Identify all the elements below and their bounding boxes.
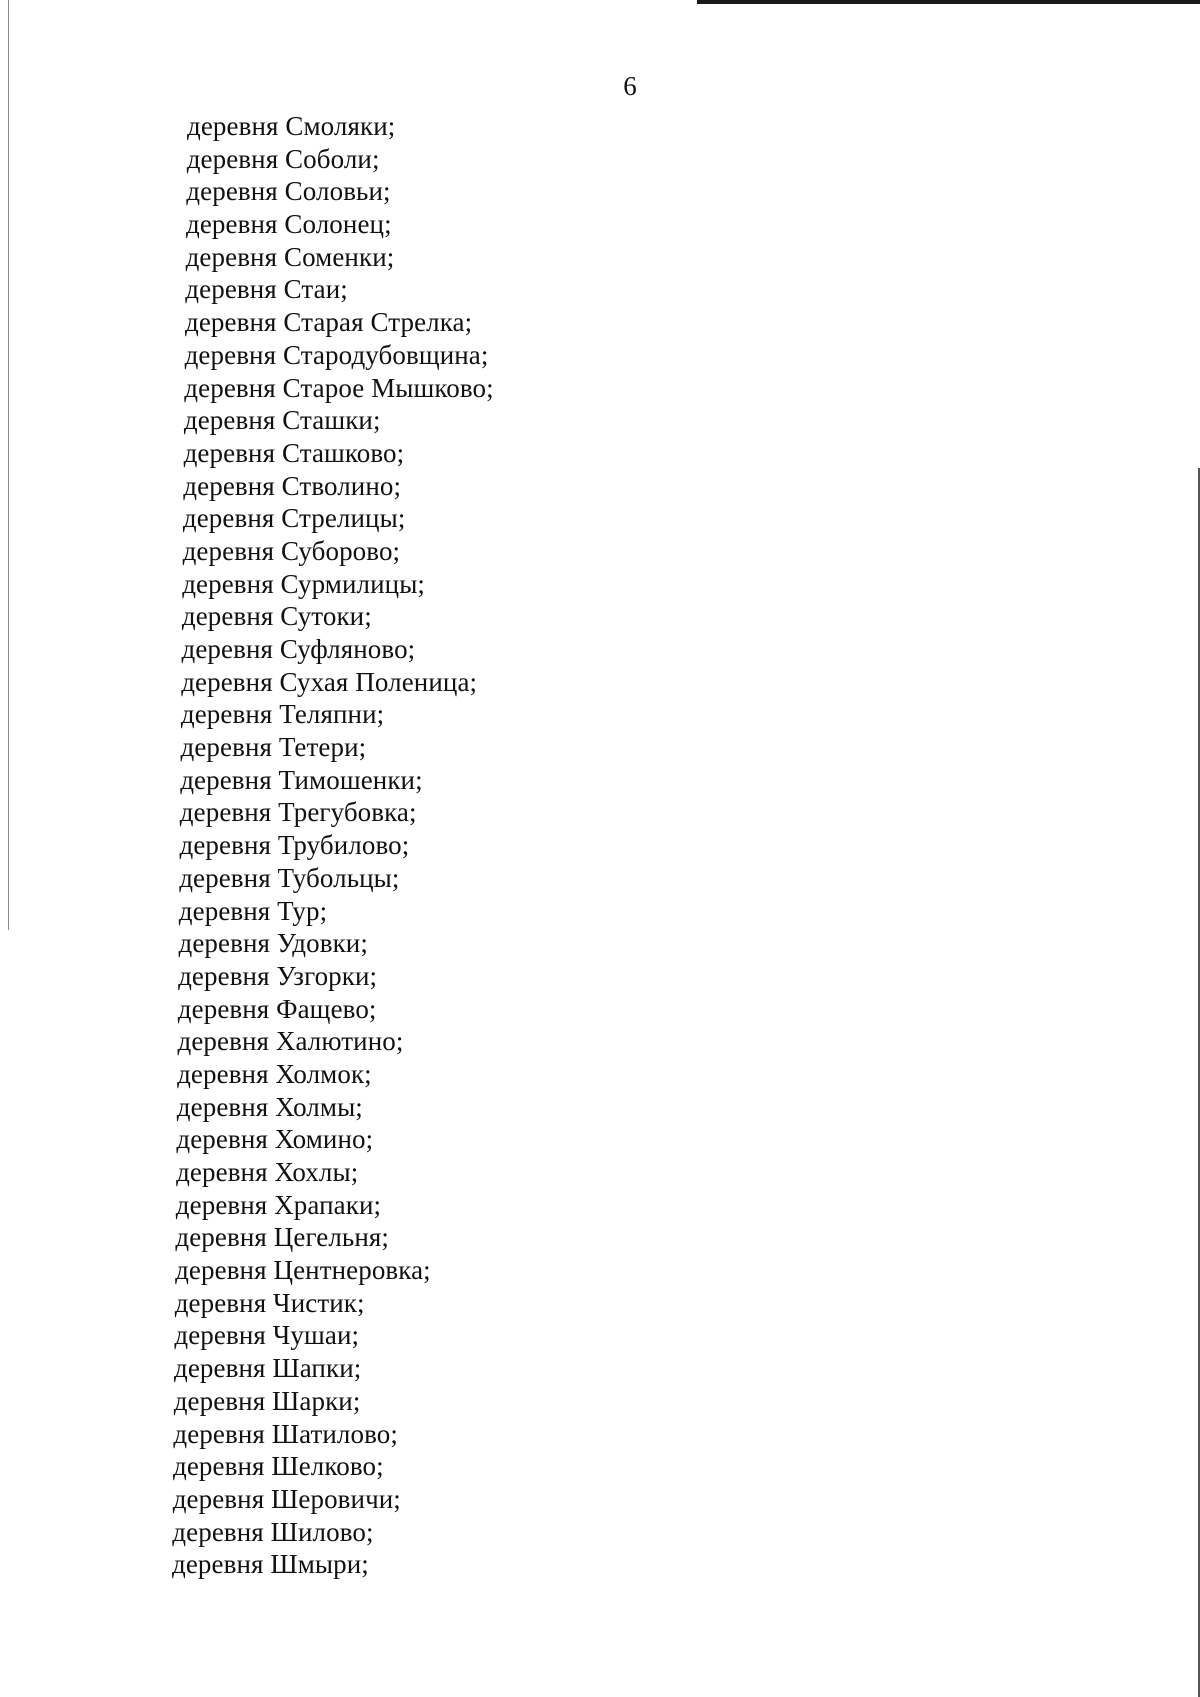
list-item: деревня Тур; [178,895,328,926]
list-item: деревня Шапки; [174,1353,362,1384]
list-item: деревня Фащево; [177,993,377,1024]
list-item: деревня Цегельня; [175,1222,390,1253]
list-item: деревня Тетери; [180,732,367,763]
list-item: деревня Стрелицы; [182,503,406,534]
list-item: деревня Шмыри; [172,1549,369,1580]
list-item: деревня Шеровичи; [172,1483,401,1514]
list-item: деревня Храпаки; [175,1189,382,1220]
list-item: деревня Трегубовка; [179,797,417,828]
page-number: 6 [623,71,637,101]
list-item: деревня Шатилово; [173,1418,398,1449]
list-item: деревня Старое Мышково; [184,372,494,403]
list-item: деревня Тубольцы; [179,862,400,893]
list-item: деревня Стародубовщина; [184,339,489,370]
list-item: деревня Старая Стрелка; [185,307,473,338]
list-item: деревня Солонец; [186,209,392,240]
list-item: деревня Удовки; [178,928,368,959]
list-item: деревня Холмы; [176,1091,363,1122]
list-item: деревня Теляпни; [180,699,385,730]
list-item: деревня Сутоки; [181,601,372,632]
list-item: деревня Суфляново; [181,634,416,664]
list-item: деревня Холмок; [177,1058,372,1089]
list-item: деревня Трубилово; [179,830,410,861]
list-item: деревня Хомино; [176,1124,374,1155]
list-item: деревня Халютино; [177,1026,404,1057]
list-item: деревня Соловьи; [186,176,391,207]
village-list [0,110,494,1581]
list-item: деревня Шарки; [173,1385,361,1416]
list-item: деревня Стволино; [183,470,402,501]
list-item: деревня Тимошенки; [180,764,423,795]
list-item: деревня Шилово; [172,1516,374,1547]
list-item: деревня Смоляки; [187,111,396,141]
list-item: деревня Центнеровка; [175,1255,431,1286]
list-item: деревня Сурмилицы; [182,568,426,599]
list-item: деревня Стаи; [185,274,348,305]
list-item: деревня Соменки; [185,241,395,272]
list-item: деревня Шелково; [173,1451,384,1482]
scan-top-rule [697,0,1200,4]
list-item: деревня Чистик; [174,1287,365,1318]
list-item: деревня Сухая Поленица; [181,666,478,697]
list-item: деревня Соболи; [186,143,380,174]
list-item: деревня Сташково; [183,437,405,468]
list-item: деревня Узгорки; [178,960,378,991]
list-item: деревня Чушаи; [174,1320,360,1351]
list-item: деревня Суборово; [182,535,401,566]
list-item: деревня Сташки; [183,405,381,436]
list-item: деревня Хохлы; [176,1157,359,1187]
